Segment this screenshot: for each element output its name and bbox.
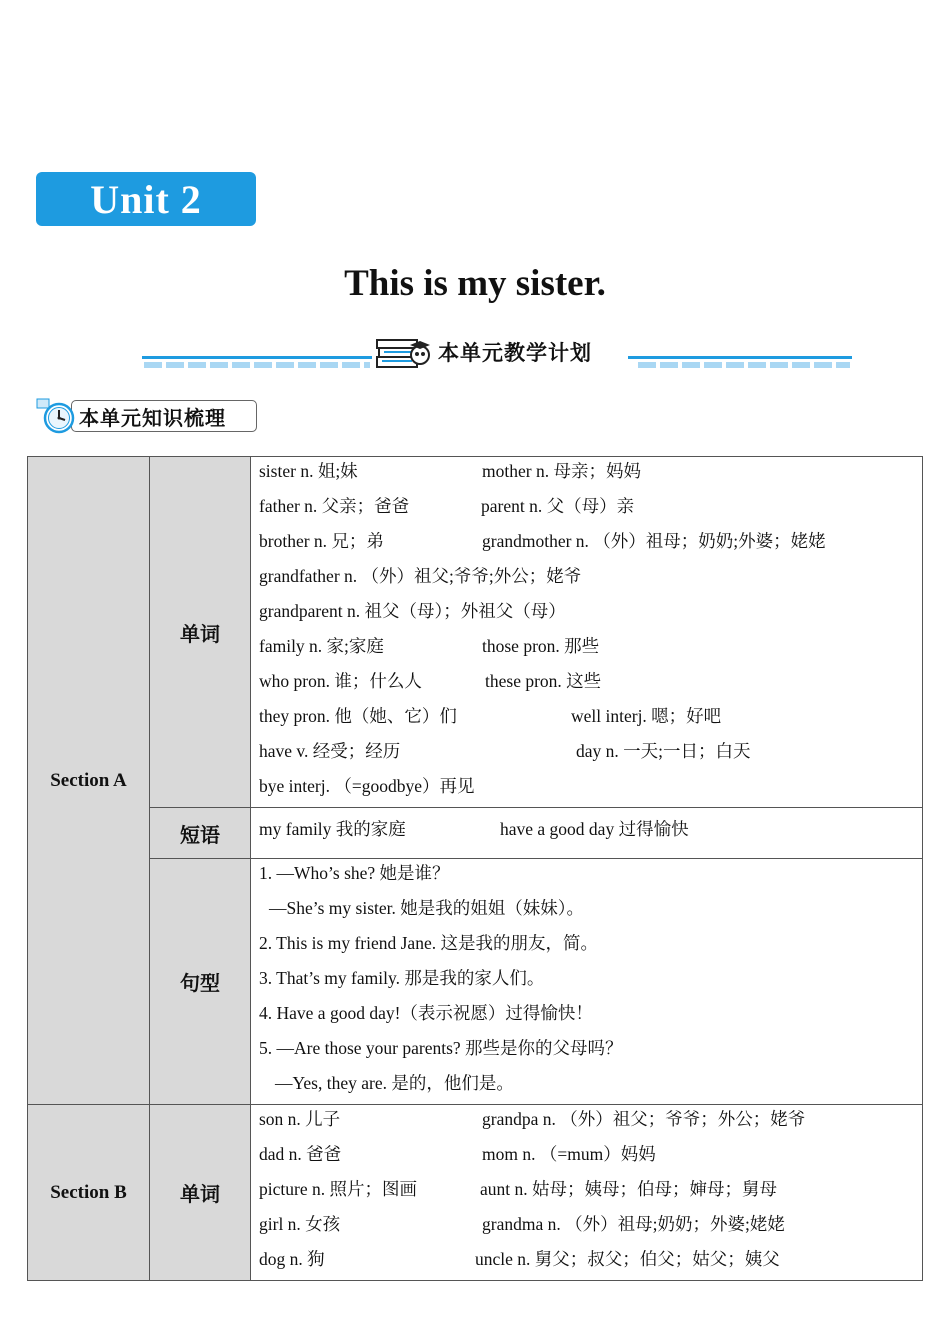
sentence-line (259, 894, 922, 929)
word-entry: grandparent n. 祖父（母）；外祖父（母） (259, 601, 566, 621)
word-row (259, 1210, 922, 1245)
section-b-cell: Section B (28, 1105, 150, 1281)
word-entry: grandpa n. （外）祖父；爷爷；外公；姥爷 (482, 1109, 806, 1129)
sentence-entry: 2. This is my friend Jane. 这是我的朋友，简。 (259, 933, 598, 953)
unit-badge: Unit 2 (36, 172, 256, 226)
word-row (259, 772, 922, 807)
word-entry: these pron. 这些 (485, 671, 602, 691)
word-row (259, 667, 922, 702)
word-row (259, 737, 922, 772)
word-entry: parent n. 父（母）亲 (481, 496, 635, 516)
sentence-entry: 3. That’s my family. 那是我的家人们。 (259, 968, 545, 988)
word-entry: brother n. 兄；弟 (259, 531, 384, 551)
phrase-row (259, 808, 922, 858)
page-title: This is my sister. (344, 263, 606, 304)
word-entry: son n. 儿子 (259, 1109, 341, 1129)
section-a-sentences (251, 859, 923, 1105)
sentence-line (259, 1034, 922, 1069)
knowledge-section-header (35, 398, 257, 434)
sentence-line (259, 1069, 922, 1104)
clock-icon (35, 398, 77, 434)
sentence-entry: 4. Have a good day!（表示祝愿）过得愉快！ (259, 1003, 593, 1023)
category-words: 单词 (150, 457, 251, 808)
sentence-line (259, 859, 922, 894)
word-row (259, 632, 922, 667)
table-row (28, 457, 923, 808)
category-words: 单词 (150, 1105, 251, 1281)
word-entry: girl n. 女孩 (259, 1214, 341, 1234)
teaching-plan-label: 本单元教学计划 (438, 341, 592, 365)
phrase-entry: my family 我的家庭 (259, 819, 406, 839)
sentence-line (259, 999, 922, 1034)
word-entry: mom n. （=mum）妈妈 (482, 1144, 656, 1164)
word-entry: grandfather n. （外）祖父;爷爷;外公；姥爷 (259, 566, 582, 586)
teaching-plan-banner (142, 334, 852, 374)
word-entry: uncle n. 舅父；叔父；伯父；姑父；姨父 (475, 1249, 780, 1269)
sentence-line (259, 929, 922, 964)
section-a-words (251, 457, 923, 808)
word-row (259, 1140, 922, 1175)
word-row (259, 702, 922, 737)
section-a-cell: Section A (28, 457, 150, 1105)
table-row (28, 859, 923, 1105)
banner-dash-right (638, 362, 850, 368)
knowledge-table (27, 456, 923, 1281)
word-row (259, 597, 922, 632)
word-entry: sister n. 姐;妹 (259, 461, 358, 481)
section-a-phrases (251, 808, 923, 859)
word-row (259, 1105, 922, 1140)
category-sentences: 句型 (150, 859, 251, 1105)
sentence-entry: —She’s my sister. 她是我的姐姐（妹妹）。 (269, 898, 585, 918)
sentence-line (259, 964, 922, 999)
knowledge-section-title: 本单元知识梳理 (79, 406, 226, 430)
sentence-entry: 5. —Are those your parents? 那些是你的父母吗？ (259, 1038, 623, 1058)
word-entry: grandma n. （外）祖母;奶奶；外婆;姥姥 (482, 1214, 785, 1234)
sentence-entry: —Yes, they are. 是的，他们是。 (275, 1073, 514, 1093)
word-row (259, 562, 922, 597)
word-entry: bye interj. （=goodbye）再见 (259, 776, 475, 796)
word-entry: picture n. 照片；图画 (259, 1179, 417, 1199)
sentence-entry: 1. —Who’s she? 她是谁？ (259, 863, 450, 883)
table-row (28, 1105, 923, 1281)
category-phrases: 短语 (150, 808, 251, 859)
word-entry: mother n. 母亲；妈妈 (482, 461, 641, 481)
word-entry: those pron. 那些 (482, 636, 600, 656)
section-b-words (251, 1105, 923, 1281)
word-entry: grandmother n. （外）祖母；奶奶;外婆；姥姥 (482, 531, 826, 551)
table-row (28, 808, 923, 859)
word-entry: have v. 经受；经历 (259, 741, 401, 761)
word-entry: dad n. 爸爸 (259, 1144, 342, 1164)
word-row (259, 492, 922, 527)
phrase-entry: have a good day 过得愉快 (500, 819, 689, 839)
word-row (259, 1245, 922, 1280)
word-entry: father n. 父亲；爸爸 (259, 496, 410, 516)
word-entry: day n. 一天;一日；白天 (576, 741, 751, 761)
word-entry: dog n. 狗 (259, 1249, 325, 1269)
word-entry: well interj. 嗯；好吧 (571, 706, 722, 726)
word-entry: they pron. 他（她、它）们 (259, 706, 457, 726)
books-icon (376, 337, 430, 369)
word-entry: who pron. 谁；什么人 (259, 671, 422, 691)
word-row (259, 457, 922, 492)
word-row (259, 527, 922, 562)
word-row (259, 1175, 922, 1210)
word-entry: aunt n. 姑母；姨母；伯母；婶母；舅母 (480, 1179, 778, 1199)
word-entry: family n. 家;家庭 (259, 636, 384, 656)
banner-dash-left (144, 362, 370, 368)
